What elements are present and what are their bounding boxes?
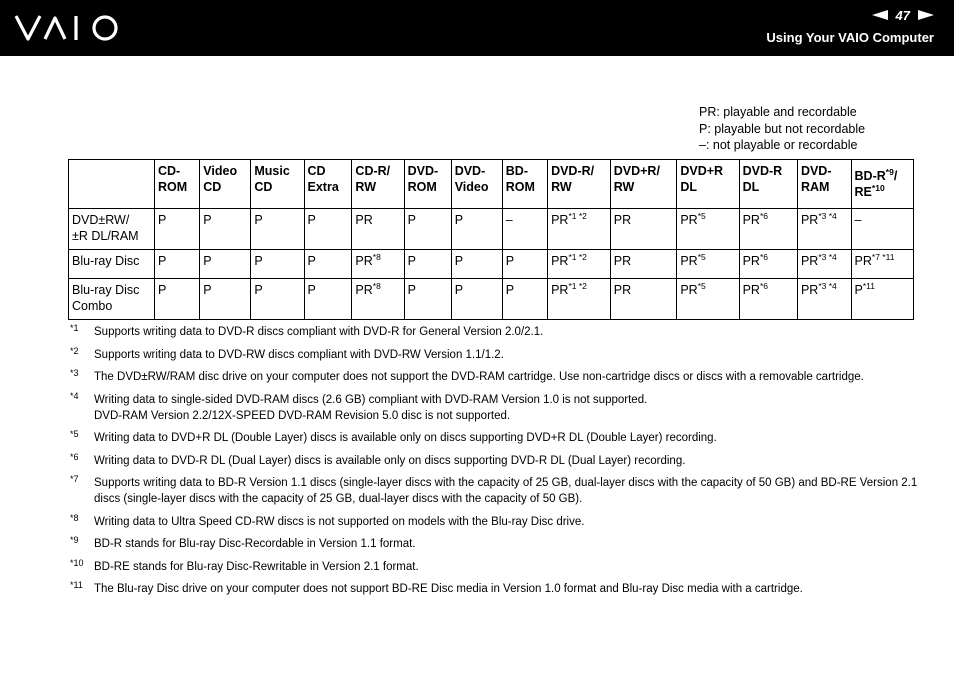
footnote: *6 Writing data to DVD-R DL (Dual Layer) discs is available only on discs supporting DVD-R DL (Dual Layer) recording. xyxy=(70,453,920,469)
table-cell: $P^{*11}$ xyxy=(851,279,913,320)
footnote-mark: *1 xyxy=(70,323,79,333)
table-cell: P xyxy=(155,250,200,279)
legend xyxy=(699,104,865,154)
table-row xyxy=(69,279,914,320)
table-cell: P xyxy=(251,250,304,279)
table-cell: P xyxy=(200,209,251,250)
table-cell: PR$^{*5}$ xyxy=(677,250,739,279)
table-cell: PR xyxy=(610,279,677,320)
table-cell: $PR^{*1 *2}$ xyxy=(548,279,611,320)
footnote: *3 The DVD±RW/RAM disc drive on your computer does not support the DVD-RAM cartridge. Use non-cartridge discs or discs with a removable cartridge. xyxy=(70,369,920,385)
previous-page-arrow-icon[interactable] xyxy=(872,10,888,20)
table-header-row xyxy=(69,160,914,209)
column-header: DVD- Video xyxy=(451,160,502,209)
table-cell: $PR^{*1 *2}$ xyxy=(548,209,611,250)
table-cell: $PR^{*7 *11}$ xyxy=(851,250,913,279)
table-cell: P xyxy=(404,279,451,320)
table-row xyxy=(69,209,914,250)
table-cell: P xyxy=(502,250,547,279)
footnote: *2 Supports writing data to DVD-RW discs compliant with DVD-RW Version 1.1/1.2. xyxy=(70,347,920,363)
footnote-mark: *9 xyxy=(70,535,79,545)
next-page-arrow-icon[interactable] xyxy=(918,10,934,20)
column-header: Music CD xyxy=(251,160,304,209)
footnote-mark: *7 xyxy=(70,474,79,484)
table-cell: PR$^{*5}$ xyxy=(677,209,739,250)
table-cell: PR$^{*6}$ xyxy=(739,209,797,250)
table-cell: P xyxy=(451,209,502,250)
column-header: BD- ROM xyxy=(502,160,547,209)
table-cell: P xyxy=(200,279,251,320)
footnote-mark: *5 xyxy=(70,429,79,439)
column-header: Video CD xyxy=(200,160,251,209)
footnote: *8 Writing data to Ultra Speed CD-RW discs is not supported on models with the Blu-ray Disc drive. xyxy=(70,514,920,530)
legend-item: PR: playable and recordable xyxy=(699,105,857,119)
table-cell: P xyxy=(304,279,352,320)
footnote: *5 Writing data to DVD+R DL (Double Layer) discs is available only on discs supporting DVD+R DL (Double Layer) recording. xyxy=(70,430,920,446)
table-cell: P xyxy=(251,279,304,320)
footnote-mark: *11 xyxy=(70,580,83,590)
column-header: DVD- ROM xyxy=(404,160,451,209)
footnotes xyxy=(70,324,920,604)
footnote: *9 BD-R stands for Blu-ray Disc-Recordable in Version 1.1 format. xyxy=(70,536,920,552)
table-corner-cell xyxy=(69,160,155,209)
table-cell: PR$^{*8}$ xyxy=(352,279,404,320)
table-cell: PR xyxy=(610,250,677,279)
table-cell: – xyxy=(851,209,913,250)
legend-item: –: not playable or recordable xyxy=(699,138,858,152)
column-header: CD Extra xyxy=(304,160,352,209)
legend-item: P: playable but not recordable xyxy=(699,121,866,136)
table-cell: PR xyxy=(610,209,677,250)
table-cell: $PR^{*1 *2}$ xyxy=(548,250,611,279)
table-cell: P xyxy=(404,209,451,250)
column-header: CD-R/ RW xyxy=(352,160,404,209)
drive-name-cell: Blu-ray Disc xyxy=(69,250,155,279)
vaio-logo xyxy=(14,12,122,44)
footnote: *11 The Blu-ray Disc drive on your computer does not support BD-RE Disc media in Version 1.0 format and Blu-ray Disc media with a cartridge. xyxy=(70,581,920,597)
footnote-mark: *3 xyxy=(70,368,79,378)
column-header: DVD+R/ RW xyxy=(610,160,677,209)
column-header: DVD+R DL xyxy=(677,160,739,209)
table-cell: $PR^{*3 *4}$ xyxy=(797,250,851,279)
section-title: Using Your VAIO Computer xyxy=(766,30,934,45)
table-cell: P xyxy=(304,209,352,250)
drive-name-cell: Blu-ray Disc Combo xyxy=(69,279,155,320)
table-cell: PR$^{*6}$ xyxy=(739,250,797,279)
drive-name-cell: DVD±RW/ ±R DL/RAM xyxy=(69,209,155,250)
footnote: *10 BD-RE stands for Blu-ray Disc-Rewritable in Version 2.1 format. xyxy=(70,559,920,575)
page-number: 47 xyxy=(895,7,910,23)
footnote-mark: *10 xyxy=(70,557,84,568)
footnote-mark: *4 xyxy=(70,390,79,401)
column-header: $BD-R^{*9}/$ RE$^{*10}$ xyxy=(851,160,913,209)
media-compatibility-table xyxy=(68,159,914,320)
table-row xyxy=(69,250,914,279)
table-cell: P xyxy=(304,250,352,279)
table-cell: P xyxy=(200,250,251,279)
column-header: DVD- RAM xyxy=(797,160,851,209)
column-header: DVD-R/ RW xyxy=(548,160,611,209)
table-cell: P xyxy=(155,209,200,250)
table-cell: PR$^{*5}$ xyxy=(677,279,739,320)
table-cell: P xyxy=(404,250,451,279)
page-navigation xyxy=(872,7,934,23)
table-cell: P xyxy=(502,279,547,320)
footnote-mark: *8 xyxy=(70,512,79,523)
table-cell: PR$^{*6}$ xyxy=(739,279,797,320)
page-header xyxy=(0,0,954,56)
table-cell: PR$^{*8}$ xyxy=(352,250,404,279)
table-cell: $PR^{*3 *4}$ xyxy=(797,279,851,320)
table-cell: P xyxy=(251,209,304,250)
column-header: DVD-R DL xyxy=(739,160,797,209)
footnote-mark: *6 xyxy=(70,451,79,462)
footnote: *7 Supports writing data to BD-R Version 1.1 discs (single-layer discs with the capacity of 25 GB, dual-layer discs with the capacity of 50 GB) and BD-RE Version 2.1 discs (single-layer discs with the capacity of 25 GB, dual-layer discs with the capacity of 50 GB). xyxy=(70,475,920,507)
table-cell: P xyxy=(155,279,200,320)
footnote: *4 Writing data to single-sided DVD-RAM discs (2.6 GB) compliant with DVD-RAM Version 1.0 is not supported. DVD-RAM Version 2.2/12X-SPEED DVD-RAM Revision 5.0 disc is not supported. xyxy=(70,392,920,424)
footnote-mark: *2 xyxy=(70,345,79,356)
table-cell: – xyxy=(502,209,547,250)
table-cell: P xyxy=(451,250,502,279)
column-header: CD- ROM xyxy=(155,160,200,209)
table-cell: $PR^{*3 *4}$ xyxy=(797,209,851,250)
table-cell: P xyxy=(451,279,502,320)
footnote: *1 Supports writing data to DVD-R discs compliant with DVD-R for General Version 2.0/2.1. xyxy=(70,324,920,340)
table-cell: PR xyxy=(352,209,404,250)
